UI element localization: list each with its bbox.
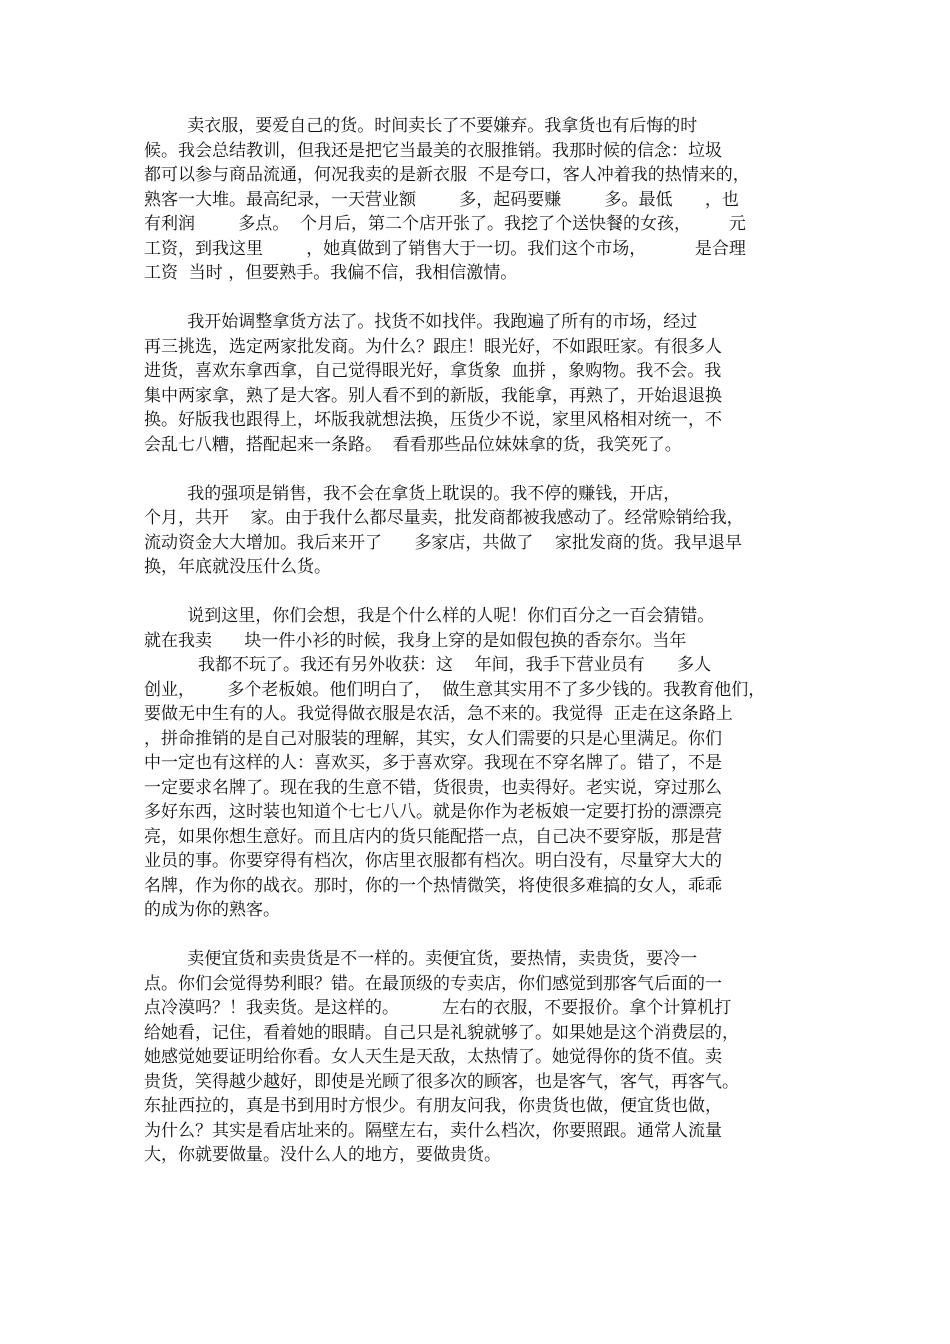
text-line: 大，你就要做量。没什么人的地方，要做贵货。 bbox=[144, 1145, 501, 1165]
text-line: 的成为你的熟客。 bbox=[144, 900, 280, 920]
text-line: 中一定也有这样的人：喜欢买，多于喜欢穿。我现在不穿名牌了。错了，不是 bbox=[144, 753, 722, 773]
paragraph-spacer bbox=[144, 286, 806, 311]
text-line: 集中两家拿，熟了是大客。别人看不到的新版，我能拿，再熟了，开始退退换 bbox=[144, 385, 722, 406]
text-line: 流动资金大大增加。我后来开了 多家店，共做了 家批发商的货。我早退早 bbox=[144, 532, 743, 553]
text-line: 贵货，笑得越少越好，即使是光顾了很多次的顾客，也是客气，客气，再客气。 bbox=[144, 1071, 739, 1092]
text-line: 多好东西，这时装也知道个七七八八。就是你作为老板娘一定要打扮的漂漂亮 bbox=[144, 802, 722, 822]
text-line: 她感觉她要证明给你看。女人天生是天敌，太热情了。她觉得你的货不值。卖 bbox=[144, 1047, 722, 1067]
text-line: 再三挑选，选定两家批发商。为什么？跟庄！眼光好，不如跟旺家。有很多人 bbox=[144, 336, 722, 357]
text-line: 熟客一大堆。最高纪录，一天营业额 多，起码要赚 多。最低 ，也 bbox=[144, 189, 739, 210]
text-line: 换，年底就没压什么货。 bbox=[144, 557, 331, 577]
paragraph-2 bbox=[144, 310, 806, 457]
paragraph-spacer bbox=[144, 457, 806, 482]
text-line: 名牌，作为你的战衣。那时，你的一个热情微笑，将使很多难搞的女人，乖乖 bbox=[144, 875, 722, 896]
text-line: 给她看，记住，看着她的眼睛。自己只是礼貌就够了。如果她是这个消费层的， bbox=[144, 1022, 739, 1043]
paragraph-spacer bbox=[144, 580, 806, 605]
text-line: 卖便宜货和卖贵货是不一样的。卖便宜货，要热情，卖贵货，要冷一 bbox=[144, 949, 698, 969]
text-line: 为什么？其实是看店址来的。隔壁左右，卖什么档次，你要照跟。通常人流量 bbox=[144, 1120, 722, 1141]
text-line: 就在我卖 块一件小衫的时候，我身上穿的是如假包换的香奈尔。当年 bbox=[144, 630, 687, 651]
text-line: ，拼命推销的是自己对服装的理解，其实，女人们需要的只是心里满足。你们 bbox=[144, 728, 722, 749]
text-line: 东扯西拉的，真是书到用时方恨少。有朋友问我，你贵货也做，便宜货也做， bbox=[144, 1096, 722, 1116]
text-line: 会乱七八糟，搭配起来一条路。 看看那些品位妹妹拿的货，我笑死了。 bbox=[144, 434, 682, 455]
paragraph-3 bbox=[144, 482, 806, 580]
text-line: 说到这里，你们会想，我是个什么样的人呢！你们百分之一百会猜错。 bbox=[144, 606, 715, 626]
paragraph-spacer bbox=[144, 923, 806, 948]
text-line: 点。你们会觉得势利眼？错。在最顶级的专卖店，你们感觉到那客气后面的一 bbox=[144, 973, 722, 994]
text-line: 卖衣服，要爱自己的货。时间卖长了不要嫌弃。我拿货也有后悔的时 bbox=[144, 116, 698, 136]
text-line: 一定要求名牌了。现在我的生意不错，货很贵，也卖得好。老实说，穿过那么 bbox=[144, 777, 722, 798]
paragraph-1 bbox=[144, 114, 806, 286]
text-line: 亮，如果你想生意好。而且店内的货只能配搭一点，自己决不要穿版，那是营 bbox=[144, 826, 722, 847]
text-line: 工资 当时 ，但要熟手。我偏不信，我相信激情。 bbox=[144, 263, 518, 283]
document-body bbox=[144, 114, 806, 1168]
text-line: 创业， 多个老板娘。他们明白了， 做生意其实用不了多少钱的。我教育他们， bbox=[144, 679, 766, 700]
text-line: 工资，到我这里 ，她真做到了销售大于一切。我们这个市场， 是合理 bbox=[144, 238, 746, 259]
text-line: 点冷漠吗？！我卖货。是这样的。 左右的衣服，不要报价。拿个计算机打 bbox=[144, 998, 732, 1018]
text-line: 要做无中生有的人。我觉得做衣服是农活，急不来的。我觉得 正走在这条路上 bbox=[144, 704, 733, 724]
paragraph-5 bbox=[144, 947, 806, 1168]
text-line: 业员的事。你要穿得有档次，你店里衣服都有档次。明白没有，尽量穿大大的 bbox=[144, 851, 722, 871]
text-line: 我都不玩了。我还有另外收获：这 年间，我手下营业员有 多人 bbox=[144, 655, 712, 675]
text-line: 有利润 多点。 个月后，第二个店开张了。我挖了个送快餐的女孩， 元 bbox=[144, 214, 746, 234]
text-line: 候。我会总结教训，但我还是把它当最美的衣服推销。我那时候的信念：垃圾 bbox=[144, 140, 722, 161]
text-line: 都可以参与商品流通，何况我卖的是新衣服 不是夸口，客人冲着我的热情来的， bbox=[144, 165, 750, 185]
text-line: 我开始调整拿货方法了。找货不如找伴。我跑遍了所有的市场，经过 bbox=[144, 312, 698, 332]
text-line: 换。好版我也跟得上，坏版我就想法换，压货少不说，家里风格相对统一，不 bbox=[144, 410, 722, 430]
paragraph-4 bbox=[144, 604, 806, 923]
text-line: 我的强项是销售，我不会在拿货上耽误的。我不停的赚钱，开店， bbox=[144, 483, 681, 504]
text-line: 进货，喜欢东拿西拿，自己觉得眼光好，拿货象 血拼 ，象购物。我不会。我 bbox=[144, 361, 722, 381]
text-line: 个月，共开 家。由于我什么都尽量卖，批发商都被我感动了。经常赊销给我， bbox=[144, 508, 744, 528]
